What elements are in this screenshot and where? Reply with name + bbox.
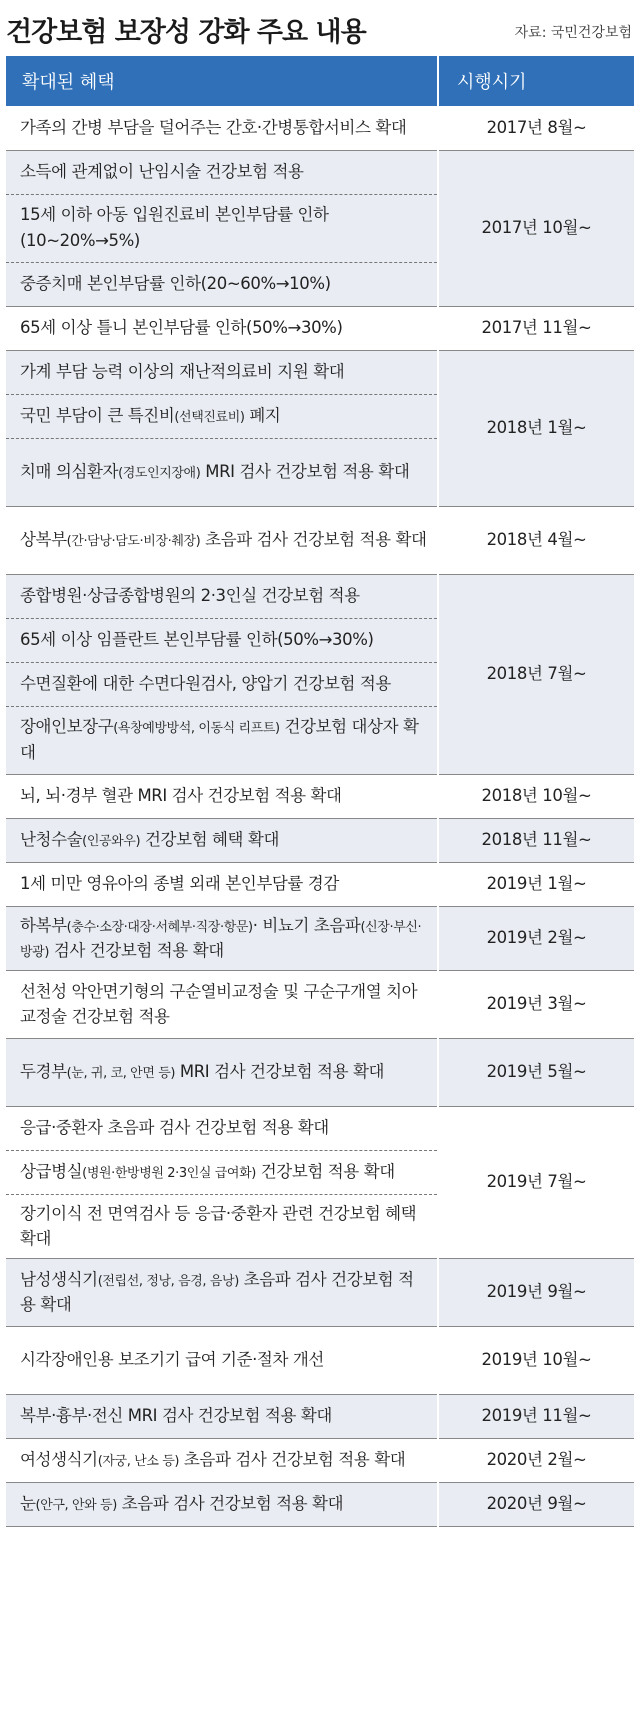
benefit-cell (6, 1038, 438, 1106)
table-row (6, 1106, 634, 1150)
benefit-cell (6, 862, 438, 906)
table-header-row (6, 56, 634, 106)
benefit-cell (6, 1258, 438, 1326)
table-row (6, 350, 634, 394)
period-cell: 2019년 7월~ (438, 1106, 634, 1258)
column-header-benefit: 확대된 혜택 (6, 56, 438, 106)
benefit-text: 초음파 검사 건강보험 적용 확대 (200, 530, 427, 550)
benefit-cell (6, 262, 438, 306)
benefit-detail: (신장·부신·방광) (20, 919, 422, 961)
header (0, 0, 640, 54)
benefit-text: 시각장애인용 보조기기 급여 기준·절차 개선 (20, 1350, 324, 1370)
benefit-cell (6, 506, 438, 574)
period-cell: 2019년 1월~ (438, 862, 634, 906)
benefit-cell (6, 1106, 438, 1150)
period-cell: 2019년 10월~ (438, 1326, 634, 1394)
benefit-detail: (인공와우) (82, 834, 141, 850)
benefit-text: 여성생식기 (20, 1450, 98, 1470)
period-cell: 2019년 11월~ (438, 1394, 634, 1438)
table-row (6, 818, 634, 862)
benefit-detail: (전립선, 정낭, 음경, 음낭) (97, 1273, 239, 1289)
table-row (6, 1394, 634, 1438)
benefit-text: 하복부 (20, 915, 67, 935)
benefit-text: 치매 의심환자 (20, 462, 119, 482)
benefit-text: 난청수술 (20, 830, 83, 850)
benefit-cell (6, 662, 438, 706)
benefit-cell (6, 1394, 438, 1438)
benefit-cell (6, 1482, 438, 1526)
source-note: 자료: 국민건강보험 (514, 25, 632, 41)
table-row (6, 106, 634, 150)
table-row (6, 906, 634, 970)
benefit-text: 중증치매 본인부담률 인하(20~60%→10%) (20, 274, 331, 294)
benefit-text: 초음파 검사 건강보험 적용 확대 (116, 1494, 344, 1514)
benefit-text: 65세 이상 임플란트 본인부담률 인하(50%→30%) (20, 630, 374, 650)
benefit-detail: (눈, 귀, 코, 안면 등) (66, 1066, 176, 1082)
benefit-text: MRI 검사 건강보험 적용 확대 (200, 462, 410, 482)
benefit-text: 1세 미만 영유아의 종별 외래 본인부담률 경감 (20, 874, 339, 894)
benefit-cell (6, 350, 438, 394)
benefit-text: 폐지 (244, 406, 281, 426)
benefit-cell (6, 1150, 438, 1194)
table-row (6, 1326, 634, 1394)
benefit-detail: (안구, 안와 등) (35, 1498, 117, 1514)
benefit-text: 초음파 검사 건강보험 적용 확대 (179, 1450, 406, 1470)
benefit-text: 초음파 검사 건강보험 적용 확대 (20, 1269, 414, 1315)
benefit-text: 두경부 (20, 1062, 67, 1082)
benefit-text: 건강보험 대상자 확대 (20, 717, 419, 762)
table-row (6, 150, 634, 194)
benefit-cell (6, 970, 438, 1038)
benefit-text: 장기이식 전 면역검사 등 응급·중환자 관련 건강보험 혜택 확대 (20, 1203, 417, 1249)
benefit-cell (6, 438, 438, 506)
benefit-text: 남성생식기 (20, 1269, 98, 1289)
benefit-detail: (간·담낭·담도·비장·췌장) (66, 534, 201, 550)
benefit-text: 눈 (20, 1494, 36, 1514)
table-row (6, 1482, 634, 1526)
benefit-detail: (욕창예방방석, 이동식 리프트) (113, 721, 280, 737)
period-cell: 2018년 4월~ (438, 506, 634, 574)
period-cell: 2019년 9월~ (438, 1258, 634, 1326)
benefit-cell (6, 574, 438, 618)
table-row (6, 506, 634, 574)
table-row (6, 1258, 634, 1326)
table-row (6, 306, 634, 350)
benefit-cell (6, 106, 438, 150)
benefit-cell (6, 1438, 438, 1482)
benefit-cell (6, 1194, 438, 1258)
benefit-text: 건강보험 혜택 확대 (140, 830, 279, 850)
table-row (6, 862, 634, 906)
benefit-text: 가족의 간병 부담을 덜어주는 간호·간병통합서비스 확대 (20, 117, 407, 137)
period-cell: 2019년 2월~ (438, 906, 634, 970)
benefit-cell (6, 906, 438, 970)
benefit-text: 뇌, 뇌·경부 혈관 MRI 검사 건강보험 적용 확대 (20, 786, 342, 806)
benefit-text: 65세 이상 틀니 본인부담률 인하(50%→30%) (20, 318, 343, 338)
period-cell: 2020년 2월~ (438, 1438, 634, 1482)
benefit-cell (6, 306, 438, 350)
benefit-cell (6, 774, 438, 818)
period-cell: 2018년 1월~ (438, 350, 634, 506)
benefit-detail: (자궁, 난소 등) (97, 1454, 180, 1470)
period-cell: 2019년 5월~ (438, 1038, 634, 1106)
table-row (6, 1038, 634, 1106)
benefit-text: 장애인보장구 (20, 717, 114, 737)
benefit-cell (6, 818, 438, 862)
table-row (6, 774, 634, 818)
benefit-text: 응급·중환자 초음파 검사 건강보험 적용 확대 (20, 1118, 329, 1138)
benefit-detail: (선택진료비) (174, 410, 245, 426)
period-cell: 2017년 11월~ (438, 306, 634, 350)
benefit-text: 15세 이하 아동 입원진료비 본인부담률 인하 (10~20%→5%) (20, 205, 329, 250)
period-cell: 2019년 3월~ (438, 970, 634, 1038)
benefit-text: 수면질환에 대한 수면다원검사, 양압기 건강보험 적용 (20, 674, 391, 694)
benefit-cell (6, 1326, 438, 1394)
period-cell: 2018년 7월~ (438, 574, 634, 774)
benefit-text: 국민 부담이 큰 특진비 (20, 406, 175, 426)
benefit-text: MRI 검사 건강보험 적용 확대 (175, 1062, 385, 1082)
period-cell: 2017년 10월~ (438, 150, 634, 306)
benefit-text: 가계 부담 능력 이상의 재난적의료비 지원 확대 (20, 362, 345, 382)
period-cell: 2017년 8월~ (438, 106, 634, 150)
benefit-text: 소득에 관계없이 난임시술 건강보험 적용 (20, 162, 304, 182)
benefit-text: 검사 건강보험 적용 확대 (49, 941, 224, 961)
benefit-text: 상복부 (20, 530, 67, 550)
period-cell: 2020년 9월~ (438, 1482, 634, 1526)
benefit-text: 종합병원·상급종합병원의 2·3인실 건강보험 적용 (20, 586, 360, 606)
benefit-detail: (병원·한방병원 2·3인실 급여화) (82, 1166, 256, 1182)
period-cell: 2018년 11월~ (438, 818, 634, 862)
period-cell: 2018년 10월~ (438, 774, 634, 818)
table-row (6, 970, 634, 1038)
table-row (6, 1438, 634, 1482)
benefit-cell (6, 394, 438, 438)
benefit-cell (6, 706, 438, 774)
benefit-detail: (충수·소장·대장·서혜부·직장·항문) (66, 919, 253, 935)
page-title: 건강보험 보장성 강화 주요 내용 (6, 17, 366, 48)
benefit-text: 상급병실 (20, 1162, 83, 1182)
benefit-detail: (경도인지장애) (118, 466, 201, 482)
benefit-cell (6, 194, 438, 262)
benefit-text: · 비뇨기 초음파 (252, 915, 361, 935)
benefit-text: 복부·흉부·전신 MRI 검사 건강보험 적용 확대 (20, 1406, 332, 1426)
benefit-text: 선천성 악안면기형의 구순열비교정술 및 구순구개열 치아교정술 건강보험 적용 (20, 981, 418, 1027)
column-header-period: 시행시기 (438, 56, 634, 106)
table-row (6, 574, 634, 618)
table-body (6, 106, 634, 1526)
benefit-text: 건강보험 적용 확대 (255, 1162, 395, 1182)
benefit-cell (6, 150, 438, 194)
benefit-cell (6, 618, 438, 662)
benefits-table (6, 56, 634, 1527)
